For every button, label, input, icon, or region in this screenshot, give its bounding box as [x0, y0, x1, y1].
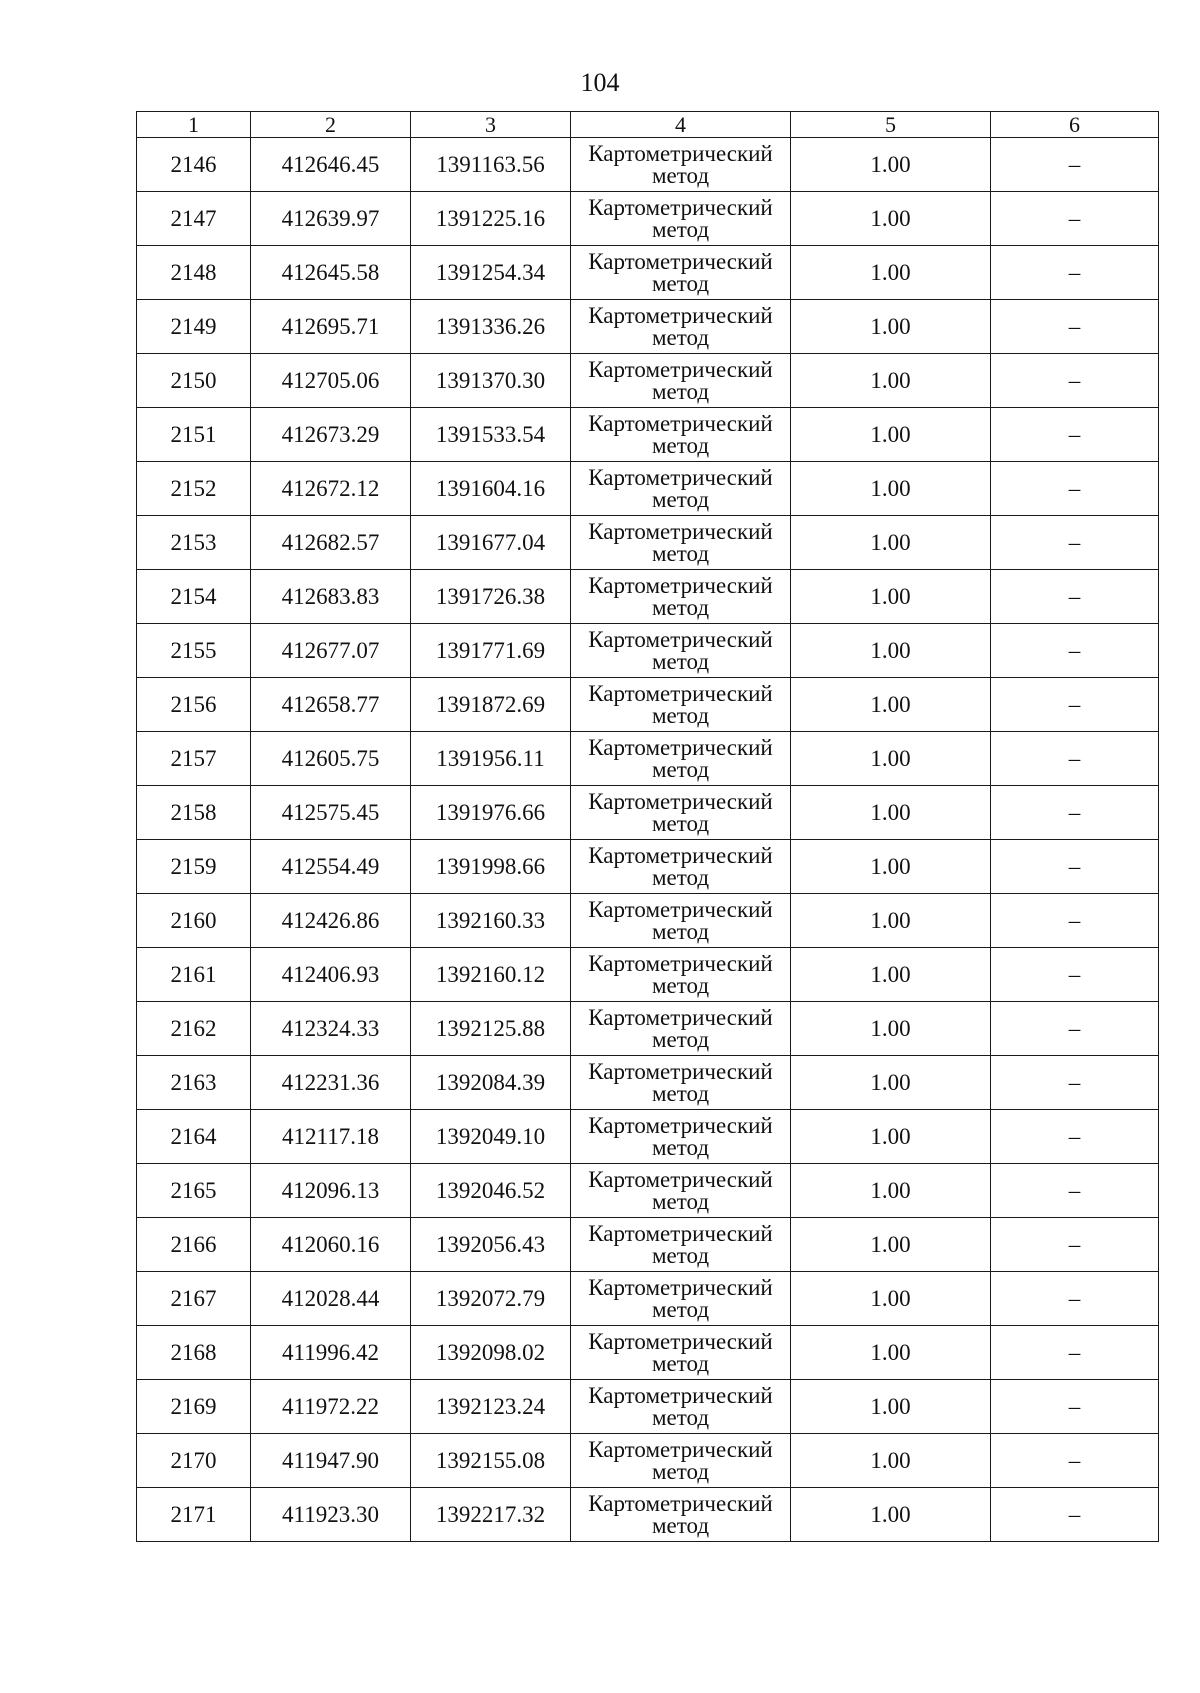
table-row — [137, 138, 1159, 192]
y-coordinate-cell: 1392125.88 — [411, 1002, 571, 1056]
accuracy-cell: 1.00 — [791, 678, 991, 732]
method-cell — [571, 1056, 791, 1110]
y-coordinate-cell: 1391976.66 — [411, 786, 571, 840]
method-line: Картометрический — [588, 1274, 773, 1300]
method-line: метод — [651, 378, 710, 404]
method-cell — [571, 1488, 791, 1542]
method-cell — [571, 732, 791, 786]
x-coordinate-cell: 412575.45 — [251, 786, 411, 840]
y-coordinate-cell: 1392160.12 — [411, 948, 571, 1002]
method-cell — [571, 1110, 791, 1164]
method-line: Картометрический — [588, 140, 773, 166]
note-cell: – — [991, 840, 1159, 894]
point-number-cell: 2151 — [137, 408, 251, 462]
method-line: Картометрический — [588, 680, 773, 706]
x-coordinate-cell: 412426.86 — [251, 894, 411, 948]
table-row — [137, 1326, 1159, 1380]
point-number-cell: 2149 — [137, 300, 251, 354]
method-line: метод — [651, 432, 710, 458]
method-cell — [571, 462, 791, 516]
point-number-cell: 2156 — [137, 678, 251, 732]
y-coordinate-cell: 1391872.69 — [411, 678, 571, 732]
note-cell: – — [991, 1164, 1159, 1218]
table-row — [137, 678, 1159, 732]
method-line: Картометрический — [588, 1058, 773, 1084]
method-line: метод — [651, 486, 710, 512]
table-row — [137, 1380, 1159, 1434]
point-number-cell: 2157 — [137, 732, 251, 786]
y-coordinate-cell: 1391956.11 — [411, 732, 571, 786]
method-line: Картометрический — [588, 1112, 773, 1138]
note-cell: – — [991, 408, 1159, 462]
note-cell: – — [991, 300, 1159, 354]
column-header-3: 3 — [411, 112, 571, 138]
table-row — [137, 1164, 1159, 1218]
column-header-6: 6 — [991, 112, 1159, 138]
method-line: Картометрический — [588, 464, 773, 490]
y-coordinate-cell: 1392098.02 — [411, 1326, 571, 1380]
column-header-1: 1 — [137, 112, 251, 138]
method-line: метод — [651, 540, 710, 566]
note-cell: – — [991, 1218, 1159, 1272]
table-row — [137, 894, 1159, 948]
x-coordinate-cell: 412672.12 — [251, 462, 411, 516]
note-cell: – — [991, 516, 1159, 570]
accuracy-cell: 1.00 — [791, 516, 991, 570]
method-line: метод — [651, 594, 710, 620]
accuracy-cell: 1.00 — [791, 1488, 991, 1542]
x-coordinate-cell: 411972.22 — [251, 1380, 411, 1434]
table-row — [137, 1272, 1159, 1326]
y-coordinate-cell: 1392072.79 — [411, 1272, 571, 1326]
note-cell: – — [991, 624, 1159, 678]
x-coordinate-cell: 412060.16 — [251, 1218, 411, 1272]
method-cell — [571, 1002, 791, 1056]
y-coordinate-cell: 1392217.32 — [411, 1488, 571, 1542]
accuracy-cell: 1.00 — [791, 300, 991, 354]
method-line: метод — [651, 1080, 710, 1106]
y-coordinate-cell: 1391998.66 — [411, 840, 571, 894]
accuracy-cell: 1.00 — [791, 1326, 991, 1380]
method-cell — [571, 678, 791, 732]
note-cell: – — [991, 1110, 1159, 1164]
y-coordinate-cell: 1391163.56 — [411, 138, 571, 192]
table-row — [137, 1488, 1159, 1542]
point-number-cell: 2168 — [137, 1326, 251, 1380]
method-cell — [571, 1434, 791, 1488]
method-cell — [571, 246, 791, 300]
accuracy-cell: 1.00 — [791, 1002, 991, 1056]
coordinates-table — [136, 111, 1159, 1542]
x-coordinate-cell: 411996.42 — [251, 1326, 411, 1380]
table-row — [137, 300, 1159, 354]
method-line: метод — [651, 702, 710, 728]
point-number-cell: 2171 — [137, 1488, 251, 1542]
accuracy-cell: 1.00 — [791, 1218, 991, 1272]
x-coordinate-cell: 411923.30 — [251, 1488, 411, 1542]
method-cell — [571, 192, 791, 246]
method-cell — [571, 840, 791, 894]
x-coordinate-cell: 412096.13 — [251, 1164, 411, 1218]
y-coordinate-cell: 1392123.24 — [411, 1380, 571, 1434]
point-number-cell: 2165 — [137, 1164, 251, 1218]
method-line: Картометрический — [588, 302, 773, 328]
method-cell — [571, 624, 791, 678]
accuracy-cell: 1.00 — [791, 354, 991, 408]
method-line: Картометрический — [588, 1220, 773, 1246]
x-coordinate-cell: 412682.57 — [251, 516, 411, 570]
y-coordinate-cell: 1392084.39 — [411, 1056, 571, 1110]
method-line: Картометрический — [588, 410, 773, 436]
column-header-5: 5 — [791, 112, 991, 138]
x-coordinate-cell: 412324.33 — [251, 1002, 411, 1056]
point-number-cell: 2162 — [137, 1002, 251, 1056]
accuracy-cell: 1.00 — [791, 894, 991, 948]
accuracy-cell: 1.00 — [791, 1380, 991, 1434]
y-coordinate-cell: 1392160.33 — [411, 894, 571, 948]
note-cell: – — [991, 894, 1159, 948]
note-cell: – — [991, 1272, 1159, 1326]
method-line: метод — [651, 324, 710, 350]
method-line: Картометрический — [588, 1490, 773, 1516]
table-row — [137, 1002, 1159, 1056]
method-line: метод — [651, 756, 710, 782]
table-row — [137, 732, 1159, 786]
x-coordinate-cell: 412677.07 — [251, 624, 411, 678]
method-line: метод — [651, 1026, 710, 1052]
accuracy-cell: 1.00 — [791, 624, 991, 678]
method-cell — [571, 1326, 791, 1380]
method-cell — [571, 408, 791, 462]
method-line: Картометрический — [588, 1436, 773, 1462]
method-line: Картометрический — [588, 1328, 773, 1354]
method-line: метод — [651, 162, 710, 188]
note-cell: – — [991, 1326, 1159, 1380]
table-row — [137, 246, 1159, 300]
x-coordinate-cell: 412406.93 — [251, 948, 411, 1002]
method-line: метод — [651, 1458, 710, 1484]
method-cell — [571, 1380, 791, 1434]
method-line: метод — [651, 810, 710, 836]
table-row — [137, 1056, 1159, 1110]
method-line: метод — [651, 270, 710, 296]
method-line: метод — [651, 648, 710, 674]
point-number-cell: 2155 — [137, 624, 251, 678]
accuracy-cell: 1.00 — [791, 732, 991, 786]
method-line: Картометрический — [588, 1004, 773, 1030]
point-number-cell: 2148 — [137, 246, 251, 300]
accuracy-cell: 1.00 — [791, 948, 991, 1002]
y-coordinate-cell: 1392056.43 — [411, 1218, 571, 1272]
y-coordinate-cell: 1392046.52 — [411, 1164, 571, 1218]
y-coordinate-cell: 1391336.26 — [411, 300, 571, 354]
x-coordinate-cell: 411947.90 — [251, 1434, 411, 1488]
y-coordinate-cell: 1391254.34 — [411, 246, 571, 300]
note-cell: – — [991, 462, 1159, 516]
y-coordinate-cell: 1391771.69 — [411, 624, 571, 678]
method-cell — [571, 516, 791, 570]
point-number-cell: 2169 — [137, 1380, 251, 1434]
method-cell — [571, 300, 791, 354]
accuracy-cell: 1.00 — [791, 462, 991, 516]
note-cell: – — [991, 678, 1159, 732]
method-cell — [571, 138, 791, 192]
note-cell: – — [991, 1002, 1159, 1056]
method-line: метод — [651, 216, 710, 242]
point-number-cell: 2152 — [137, 462, 251, 516]
y-coordinate-cell: 1391604.16 — [411, 462, 571, 516]
method-line: Картометрический — [588, 1382, 773, 1408]
point-number-cell: 2158 — [137, 786, 251, 840]
method-cell — [571, 354, 791, 408]
accuracy-cell: 1.00 — [791, 1164, 991, 1218]
method-line: метод — [651, 1512, 710, 1538]
method-line: Картометрический — [588, 248, 773, 274]
method-line: метод — [651, 1188, 710, 1214]
table-row — [137, 1110, 1159, 1164]
point-number-cell: 2161 — [137, 948, 251, 1002]
table-row — [137, 570, 1159, 624]
method-line: Картометрический — [588, 842, 773, 868]
point-number-cell: 2170 — [137, 1434, 251, 1488]
table-row — [137, 1218, 1159, 1272]
y-coordinate-cell: 1391533.54 — [411, 408, 571, 462]
point-number-cell: 2164 — [137, 1110, 251, 1164]
table-body — [137, 138, 1159, 1542]
y-coordinate-cell: 1391225.16 — [411, 192, 571, 246]
accuracy-cell: 1.00 — [791, 1272, 991, 1326]
method-cell — [571, 1164, 791, 1218]
note-cell: – — [991, 1056, 1159, 1110]
point-number-cell: 2160 — [137, 894, 251, 948]
method-line: Картометрический — [588, 626, 773, 652]
table-row — [137, 624, 1159, 678]
x-coordinate-cell: 412028.44 — [251, 1272, 411, 1326]
method-cell — [571, 948, 791, 1002]
accuracy-cell: 1.00 — [791, 192, 991, 246]
note-cell: – — [991, 192, 1159, 246]
method-line: метод — [651, 864, 710, 890]
accuracy-cell: 1.00 — [791, 246, 991, 300]
note-cell: – — [991, 570, 1159, 624]
method-line: Картометрический — [588, 194, 773, 220]
x-coordinate-cell: 412645.58 — [251, 246, 411, 300]
table-row — [137, 462, 1159, 516]
note-cell: – — [991, 1380, 1159, 1434]
x-coordinate-cell: 412673.29 — [251, 408, 411, 462]
note-cell: – — [991, 1488, 1159, 1542]
method-line: метод — [651, 1296, 710, 1322]
accuracy-cell: 1.00 — [791, 786, 991, 840]
point-number-cell: 2147 — [137, 192, 251, 246]
x-coordinate-cell: 412646.45 — [251, 138, 411, 192]
method-line: Картометрический — [588, 356, 773, 382]
header-row — [137, 112, 1159, 138]
note-cell: – — [991, 1434, 1159, 1488]
method-line: Картометрический — [588, 572, 773, 598]
method-line: метод — [651, 972, 710, 998]
note-cell: – — [991, 786, 1159, 840]
method-line: Картометрический — [588, 788, 773, 814]
method-cell — [571, 1272, 791, 1326]
method-cell — [571, 786, 791, 840]
method-line: метод — [651, 1134, 710, 1160]
point-number-cell: 2166 — [137, 1218, 251, 1272]
accuracy-cell: 1.00 — [791, 408, 991, 462]
column-header-2: 2 — [251, 112, 411, 138]
table-row — [137, 192, 1159, 246]
table-row — [137, 948, 1159, 1002]
table-row — [137, 1434, 1159, 1488]
method-line: метод — [651, 1404, 710, 1430]
table-row — [137, 354, 1159, 408]
accuracy-cell: 1.00 — [791, 138, 991, 192]
method-line: Картометрический — [588, 950, 773, 976]
method-line: Картометрический — [588, 896, 773, 922]
accuracy-cell: 1.00 — [791, 570, 991, 624]
point-number-cell: 2150 — [137, 354, 251, 408]
column-header-4: 4 — [571, 112, 791, 138]
y-coordinate-cell: 1391370.30 — [411, 354, 571, 408]
method-cell — [571, 570, 791, 624]
table-row — [137, 516, 1159, 570]
x-coordinate-cell: 412705.06 — [251, 354, 411, 408]
method-line: Картометрический — [588, 1166, 773, 1192]
table-row — [137, 408, 1159, 462]
x-coordinate-cell: 412231.36 — [251, 1056, 411, 1110]
x-coordinate-cell: 412605.75 — [251, 732, 411, 786]
x-coordinate-cell: 412658.77 — [251, 678, 411, 732]
y-coordinate-cell: 1392049.10 — [411, 1110, 571, 1164]
y-coordinate-cell: 1391677.04 — [411, 516, 571, 570]
x-coordinate-cell: 412554.49 — [251, 840, 411, 894]
table-row — [137, 840, 1159, 894]
method-line: Картометрический — [588, 734, 773, 760]
note-cell: – — [991, 354, 1159, 408]
table-header — [137, 112, 1159, 138]
point-number-cell: 2163 — [137, 1056, 251, 1110]
method-cell — [571, 894, 791, 948]
point-number-cell: 2159 — [137, 840, 251, 894]
y-coordinate-cell: 1392155.08 — [411, 1434, 571, 1488]
note-cell: – — [991, 138, 1159, 192]
method-line: метод — [651, 918, 710, 944]
note-cell: – — [991, 948, 1159, 1002]
accuracy-cell: 1.00 — [791, 840, 991, 894]
method-line: метод — [651, 1242, 710, 1268]
point-number-cell: 2153 — [137, 516, 251, 570]
note-cell: – — [991, 246, 1159, 300]
accuracy-cell: 1.00 — [791, 1110, 991, 1164]
point-number-cell: 2154 — [137, 570, 251, 624]
x-coordinate-cell: 412683.83 — [251, 570, 411, 624]
x-coordinate-cell: 412639.97 — [251, 192, 411, 246]
method-line: Картометрический — [588, 518, 773, 544]
accuracy-cell: 1.00 — [791, 1434, 991, 1488]
method-line: метод — [651, 1350, 710, 1376]
method-cell — [571, 1218, 791, 1272]
page-number: 104 — [580, 68, 620, 97]
accuracy-cell: 1.00 — [791, 1056, 991, 1110]
table-row — [137, 786, 1159, 840]
point-number-cell: 2167 — [137, 1272, 251, 1326]
note-cell: – — [991, 732, 1159, 786]
x-coordinate-cell: 412117.18 — [251, 1110, 411, 1164]
x-coordinate-cell: 412695.71 — [251, 300, 411, 354]
y-coordinate-cell: 1391726.38 — [411, 570, 571, 624]
point-number-cell: 2146 — [137, 138, 251, 192]
